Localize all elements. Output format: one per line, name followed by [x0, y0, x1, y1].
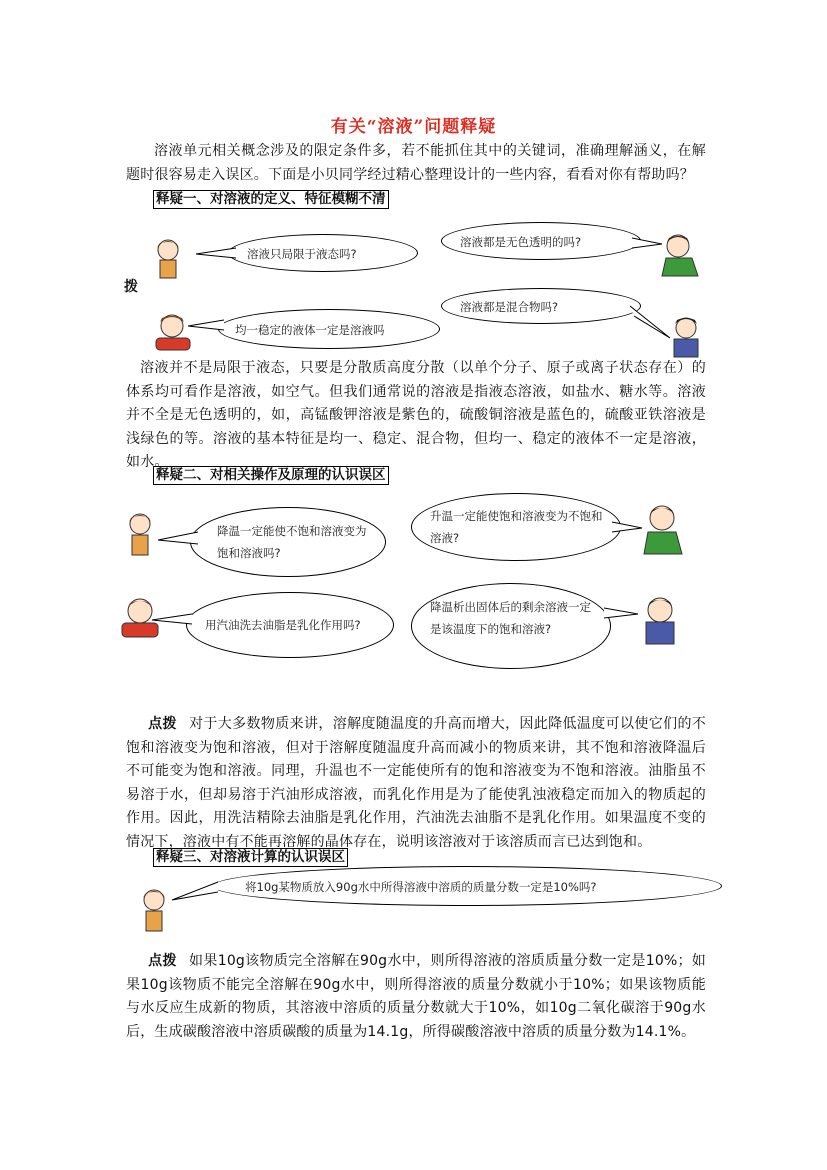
- bubble-tail: [604, 606, 638, 620]
- bubble-text: 均一稳定的液体一定是溶液吗: [235, 323, 385, 337]
- bubble-liquid-only: [228, 234, 418, 272]
- bubble-text: 升温一定能使饱和溶液变为不饱和溶液?: [430, 509, 603, 545]
- section1-explanation: 溶液并不是局限于液态，只要是分散质高度分散（以单个分子、原子或离子状态存在）的体系均可看作是溶液，如空气。但我们通常说的溶液是指液态溶液，如盐水、糖水等。溶液并不全是无色透明的，如，高锰酸钾溶液是紫色的，硫酸铜溶液是蓝色的，硫酸亚铁溶液是浅绿色的等。溶液的基本特征是均一、稳定、混合物，但均一、稳定的液体不一定是溶液，如水。: [126, 360, 706, 470]
- cartoon-boy-figure: [666, 314, 706, 358]
- tip-text: 对于大多数物质来讲，溶解度随温度的升高而增大，因此降低温度可以使它们的不饱和溶液变为饱和溶液，但对于溶解度随温度升高而减小的物质来讲，其不饱和溶液降温后不可能变为饱和溶液。同理，升温也不一定能使所有的饱和溶液变为不饱和溶液。油脂虽不易溶于水，但却易溶于汽油形成溶液，而乳化作用是为了能使乳浊液稳定而加入的物质起的作用。因此，用洗洁精除去油脂是乳化作用，汽油洗去油脂不是乳化作用。如果温度不变的情况下，溶液中有不能再溶解的晶体存在，说明该溶液对于该溶质而言已达到饱和。: [126, 716, 707, 850]
- cartoon-girl-figure: [136, 886, 176, 934]
- page-title: 有关“溶液”问题释疑: [330, 117, 497, 137]
- bubble-tail: [196, 246, 236, 260]
- bubble-text: 将10g某物质放入90g水中所得溶液中溶质的质量分数一定是10%吗?: [245, 880, 597, 894]
- bubble-gasoline-emulsify: [186, 592, 394, 658]
- cartoon-boy-figure: [116, 595, 164, 639]
- section2-tip: [126, 713, 706, 854]
- cartoon-girl-figure: [148, 236, 192, 282]
- tip-label: 点拨: [148, 716, 177, 732]
- bubble-text: 降温析出固体后的剩余溶液一定是该温度下的饱和溶液?: [430, 600, 591, 636]
- intro-paragraph: 溶液单元相关概念涉及的限定条件多，若不能抓住其中的关键词，准确理解涵义，在解题时很容易走入误区。下面是小贝同学经过精心整理设计的一些内容，看看对你有帮助吗？: [126, 143, 706, 183]
- section3-tip: [126, 950, 706, 1044]
- section2-heading: 释疑二、对相关操作及原理的认识误区: [153, 466, 389, 485]
- bubble-colorless: [441, 222, 641, 260]
- bubble-text: 溶液都是混合物吗?: [460, 300, 559, 314]
- bubble-text: 溶液只局限于液态吗?: [247, 247, 357, 261]
- bubble-text: 用汽油洗去油脂是乳化作用吗?: [205, 618, 361, 632]
- cartoon-boy-figure: [636, 502, 686, 556]
- bubble-tail: [630, 300, 670, 340]
- bubble-tail: [158, 530, 198, 546]
- cartoon-girl-figure: [122, 510, 162, 558]
- bubble-remaining-solution: [411, 583, 611, 669]
- tip-text: 如果10g该物质完全溶解在90g水中，则所得溶液的溶质质量分数一定是10%；如果10g该物质不能完全溶解在90g水中，则所得溶液的质量分数就小于10%；如果该物质能与水反应生成新的物质，其溶液中溶质的质量分数就大于10%，如10g二氧化碳溶于90g水后，生成碳酸溶液中溶质碳酸的质量为14.1g，所得碳酸溶液中溶质的质量分数为14.1%。: [126, 953, 706, 1040]
- bubble-uniform-liquid: [218, 309, 440, 349]
- cartoon-boy-figure: [148, 312, 196, 352]
- tip-label: 点拨: [148, 953, 177, 969]
- bubble-text: 降温一定能使不饱和溶液变为饱和溶液吗?: [217, 524, 367, 560]
- bubble-tail: [172, 880, 218, 902]
- section1-heading: 释疑一、对溶液的定义、特征模糊不清: [153, 190, 389, 209]
- section3-heading: 释疑三、对溶液计算的认识误区: [153, 848, 348, 867]
- bubble-mixture: [441, 288, 641, 324]
- margin-char: 拨: [124, 279, 138, 295]
- bubble-heating-unsaturation: [411, 493, 621, 561]
- bubble-text: 溶液都是无色透明的吗?: [460, 235, 582, 249]
- cartoon-boy-figure: [634, 594, 686, 646]
- bubble-mass-fraction: [212, 866, 722, 906]
- cartoon-boy-figure: [652, 232, 702, 280]
- bubble-cooling-saturation: [190, 507, 386, 577]
